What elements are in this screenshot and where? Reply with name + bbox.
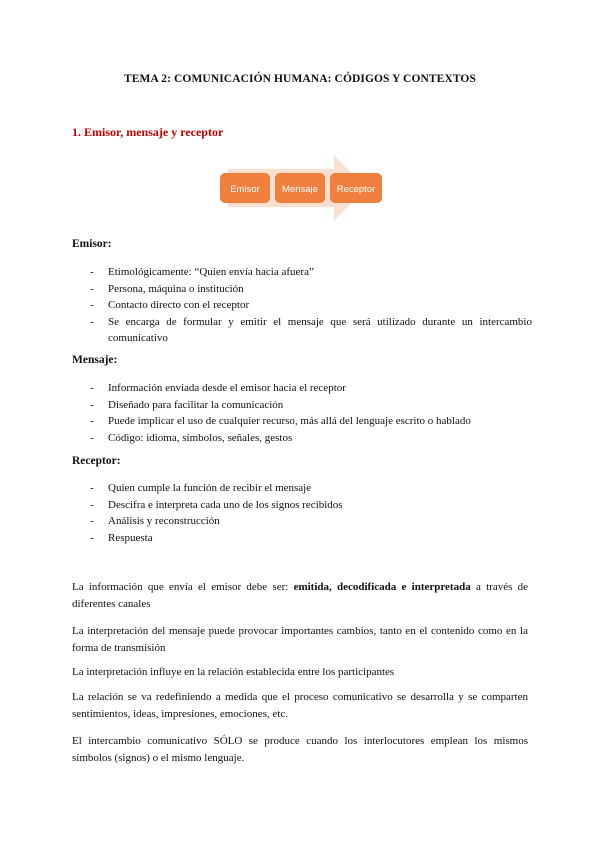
diagram-label-mensaje: Mensaje	[282, 184, 318, 195]
diagram-box-receptor	[330, 173, 382, 203]
list-item: - Persona, máquina o institución	[90, 282, 244, 295]
diagram-label-emisor: Emisor	[230, 184, 260, 195]
paragraph-2: La interpretación del mensaje puede provocar importantes cambios, tanto en el contenido como en la forma de transmisión	[72, 625, 528, 654]
mensaje-list	[72, 380, 532, 446]
list-item: - Respuesta	[90, 531, 153, 544]
process-diagram	[218, 155, 384, 221]
document-title: TEMA 2: COMUNICACIÓN HUMANA: CÓDIGOS Y CONTEXTOS	[124, 73, 476, 85]
list-item: - Análisis y reconstrucción	[90, 515, 220, 527]
diagram-label-receptor: Receptor	[336, 184, 376, 195]
list-item: - Descifra e interpreta cada uno de los signos recibidos	[90, 498, 343, 511]
emisor-list	[72, 264, 532, 347]
list-item: - Información enviada desde el emisor hacia el receptor	[90, 382, 346, 394]
list-item: - Contacto directo con el receptor	[90, 299, 250, 311]
section-heading: 1. Emisor, mensaje y receptor	[72, 125, 224, 139]
paragraph-4: La relación se va redefiniendo a medida que el proceso comunicativo se desarrolla y se comparten sentimientos, ideas, impresiones, emociones, etc.	[72, 691, 528, 720]
list-item: - Puede implicar el uso de cualquier recurso, más allá del lenguaje escrito o hablado	[90, 415, 471, 427]
list-item: - Diseñado para facilitar la comunicación	[90, 398, 284, 411]
list-item: - Etimológicamente: “Quien envía hacia afuera”	[90, 266, 314, 278]
paragraph-5: El intercambio comunicativo SÓLO se produce cuando los interlocutores emplean los mismos símbolos (signos) o el mismo lenguaje.	[72, 735, 528, 764]
diagram-box-mensaje	[275, 173, 325, 203]
paragraph-3: La interpretación influye en la relación establecida entre los participantes	[72, 666, 395, 678]
receptor-heading: Receptor:	[72, 455, 121, 467]
list-item: - Código: idioma, símbolos, señales, gestos	[90, 431, 293, 444]
receptor-list	[72, 480, 532, 546]
list-item: - Se encarga de formular y emitir el mensaje que será utilizado durante un intercambio comunicativo	[90, 315, 532, 344]
mensaje-heading: Mensaje:	[72, 354, 118, 366]
paragraph-1: La información que envía el emisor debe ser: emitida, decodificada e interpretada a través de diferentes canales	[72, 581, 528, 610]
list-item: - Quien cumple la función de recibir el mensaje	[90, 482, 312, 494]
diagram-box-emisor	[220, 173, 270, 203]
emisor-heading: Emisor:	[72, 238, 112, 250]
